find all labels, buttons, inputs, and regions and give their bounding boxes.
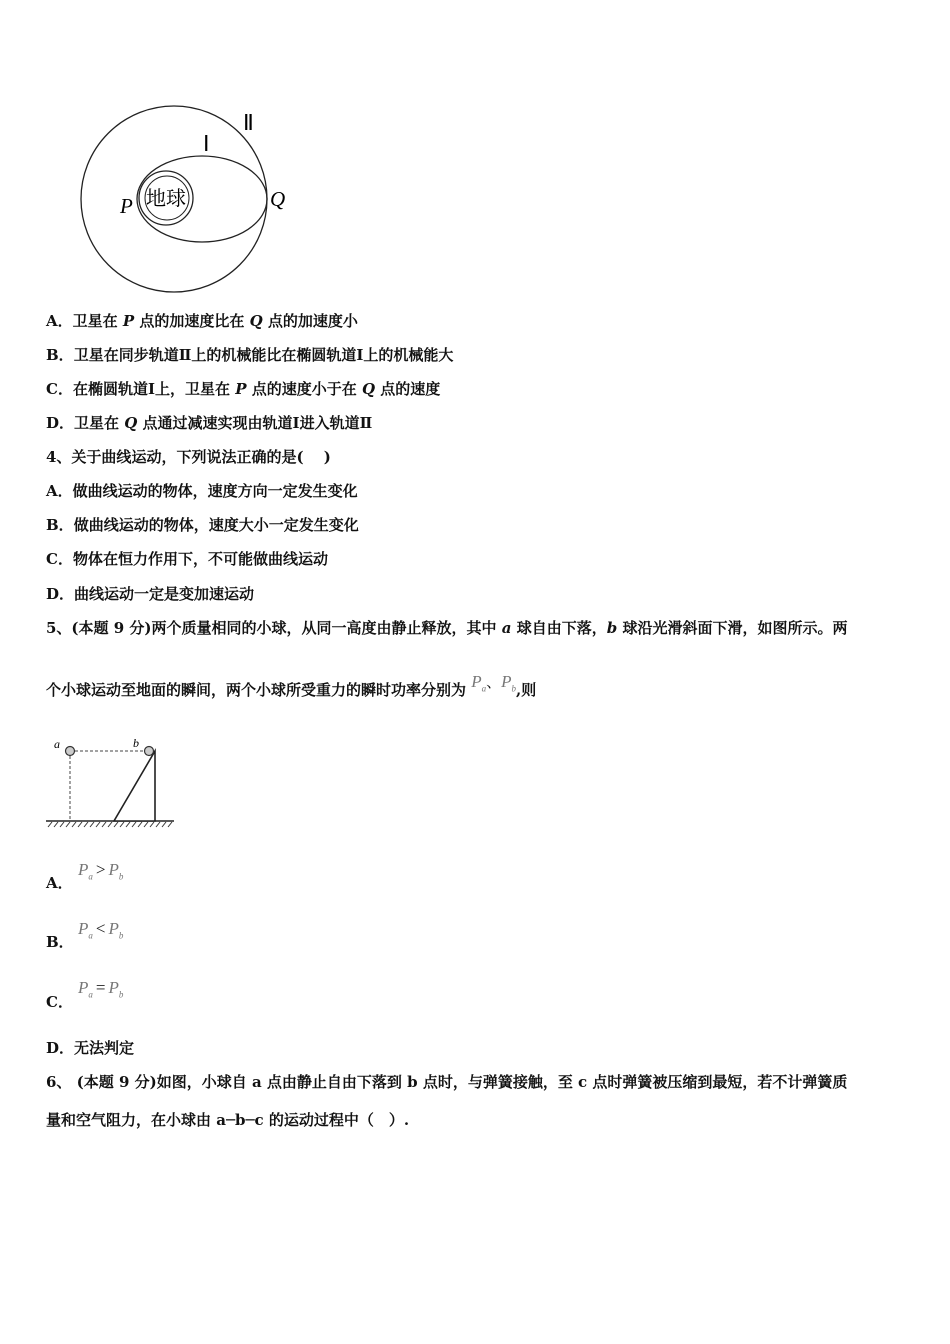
q4-option-d: D．曲线运动一定是变加速运动 xyxy=(46,585,255,603)
ball-a xyxy=(66,747,75,756)
orbit-2-label: Ⅱ xyxy=(243,110,254,135)
point-p-label: P xyxy=(120,194,133,218)
incline-diagram xyxy=(44,735,184,830)
q6-stem-line-1: 6、 (本题 9 分)如图，小球自 a 点由静止自由下落到 b 点时，与弹簧接触，至 c 点时弹簧被压缩到最短，若不计弹簧质 xyxy=(46,1073,848,1091)
q5-option-a-formula: $P_a > P_b$ xyxy=(78,860,124,882)
q5-option-b: B． xyxy=(46,933,74,951)
q4-option-a: A．做曲线运动的物体，速度方向一定发生变化 xyxy=(46,482,358,500)
orbit-1-label: Ⅰ xyxy=(203,131,210,156)
q5-stem-line-2: 个小球运动至地面的瞬间，两个小球所受重力的瞬时功率分别为 $P_a$、$P_b$,则 xyxy=(46,672,537,699)
incline-triangle xyxy=(114,751,155,821)
ground-hatching xyxy=(48,822,172,827)
power-pb: $P_b$ xyxy=(501,672,517,694)
q4-option-b: B．做曲线运动的物体，速度大小一定发生变化 xyxy=(46,516,359,534)
q5-option-c: C． xyxy=(46,993,73,1011)
q5-option-a: A． xyxy=(46,874,73,892)
label-b: b xyxy=(133,736,139,750)
ball-b xyxy=(145,747,154,756)
q3-option-d: D．卫星在 Q 点通过减速实现由轨道Ⅰ进入轨道Ⅱ xyxy=(46,414,373,432)
q3-option-a: A．卫星在 P 点的加速度比在 Q 点的加速度小 xyxy=(46,312,358,330)
q4-option-c: C．物体在恒力作用下，不可能做曲线运动 xyxy=(46,550,328,568)
q3-option-c: C．在椭圆轨道Ⅰ上，卫星在 P 点的速度小于在 Q 点的速度 xyxy=(46,380,441,398)
q3-option-b: B．卫星在同步轨道Ⅱ上的机械能比在椭圆轨道Ⅰ上的机械能大 xyxy=(46,346,454,364)
q5-option-d: D．无法判定 xyxy=(46,1039,135,1057)
q5-option-b-formula: $P_a < P_b$ xyxy=(78,919,124,941)
power-pa: $P_a$ xyxy=(471,672,487,694)
q5-option-c-formula: $P_a = P_b$ xyxy=(78,978,124,1000)
label-a: a xyxy=(54,737,60,751)
orbit-diagram xyxy=(70,100,300,300)
q5-stem-line-1: 5、(本题 9 分)两个质量相同的小球，从同一高度由静止释放，其中 a 球自由下落，b 球沿光滑斜面下滑，如图所示。两 xyxy=(46,619,848,637)
q4-stem: 4、关于曲线运动，下列说法正确的是( ) xyxy=(46,448,331,466)
earth-label: 地球 xyxy=(146,186,186,210)
q6-stem-line-2: 量和空气阻力，在小球由 a─b─c 的运动过程中（ ）. xyxy=(46,1111,410,1129)
point-q-label: Q xyxy=(270,187,286,211)
